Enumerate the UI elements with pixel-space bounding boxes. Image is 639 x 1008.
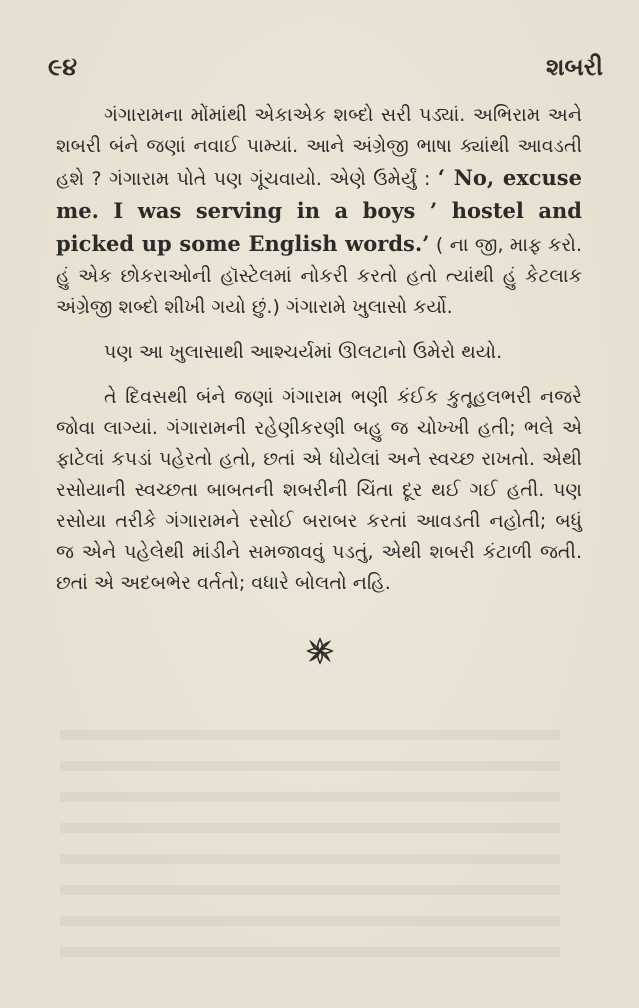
paragraph-3: [56, 382, 582, 599]
paragraph-2: [56, 337, 582, 368]
floral-ornament-icon: [305, 636, 335, 666]
show-through-shadow: [60, 730, 560, 960]
paragraph-1-text-a: ગંગારામના મોંમાંથી એકાએક શબ્દો સરી પડ્યાં. અભિરામ અને શબરી બંને જણાં નવાઈ પામ્યાં. આને અંગ્રેજી ભાષા ક્યાંથી આવડતી હશે ? ગંગારામ પોતે પણ ગૂંચવાયો. એણે ઉમેર્યું :: [56, 104, 582, 190]
running-title: શબરી: [545, 52, 603, 81]
english-quote: ‘ No, excuse me. I was serving in a boys ’ hostel and picked up some English words.’: [56, 165, 582, 256]
paragraph-1: [56, 100, 582, 323]
paragraph-1-text-b: ( ના જી, માફ કરો. હું એક છોકરાઓની હૉસ્ટેલમાં નોકરી કરતો હતો ત્યાંથી હું કેટલાક અંગ્રેજી શબ્દો શીખી ગયો છું.) ગંગારામે ખુલાસો કર્યો.: [56, 234, 583, 318]
running-head: [48, 52, 603, 84]
body-text: [56, 100, 582, 613]
paragraph-2-text: પણ આ ખુલાસાથી આશ્ચર્યમાં ઊલટાનો ઉમેરો થયો.: [104, 341, 503, 363]
page-number: ૯૪: [48, 52, 78, 81]
paragraph-3-text: તે દિવસથી બંને જણાં ગંગારામ ભણી કંઈક કુતૂહલભરી નજરે જોવા લાગ્યાં. ગંગારામની રહેણીકરણી બહુ જ ચોખ્ખી હતી; ભલે એ ફાટેલાં કપડાં પહેરતો હતો, છતાં એ ધોયેલાં અને સ્વચ્છ રાખતો. એથી રસોયાની સ્વચ્છતા બાબતની શબરીની ચિંતા દૂર થઈ ગઈ હતી. પણ રસોયા તરીકે ગંગારામને રસોઈ બરાબર કરતાં આવડતી નહોતી; બધું જ એને પહેલેથી માંડીને સમજાવવું પડતું, એથી શબરી કંટાળી જતી. છતાં એ અદબભેર વર્તતો; વધારે બોલતો નહિ.: [56, 386, 582, 594]
